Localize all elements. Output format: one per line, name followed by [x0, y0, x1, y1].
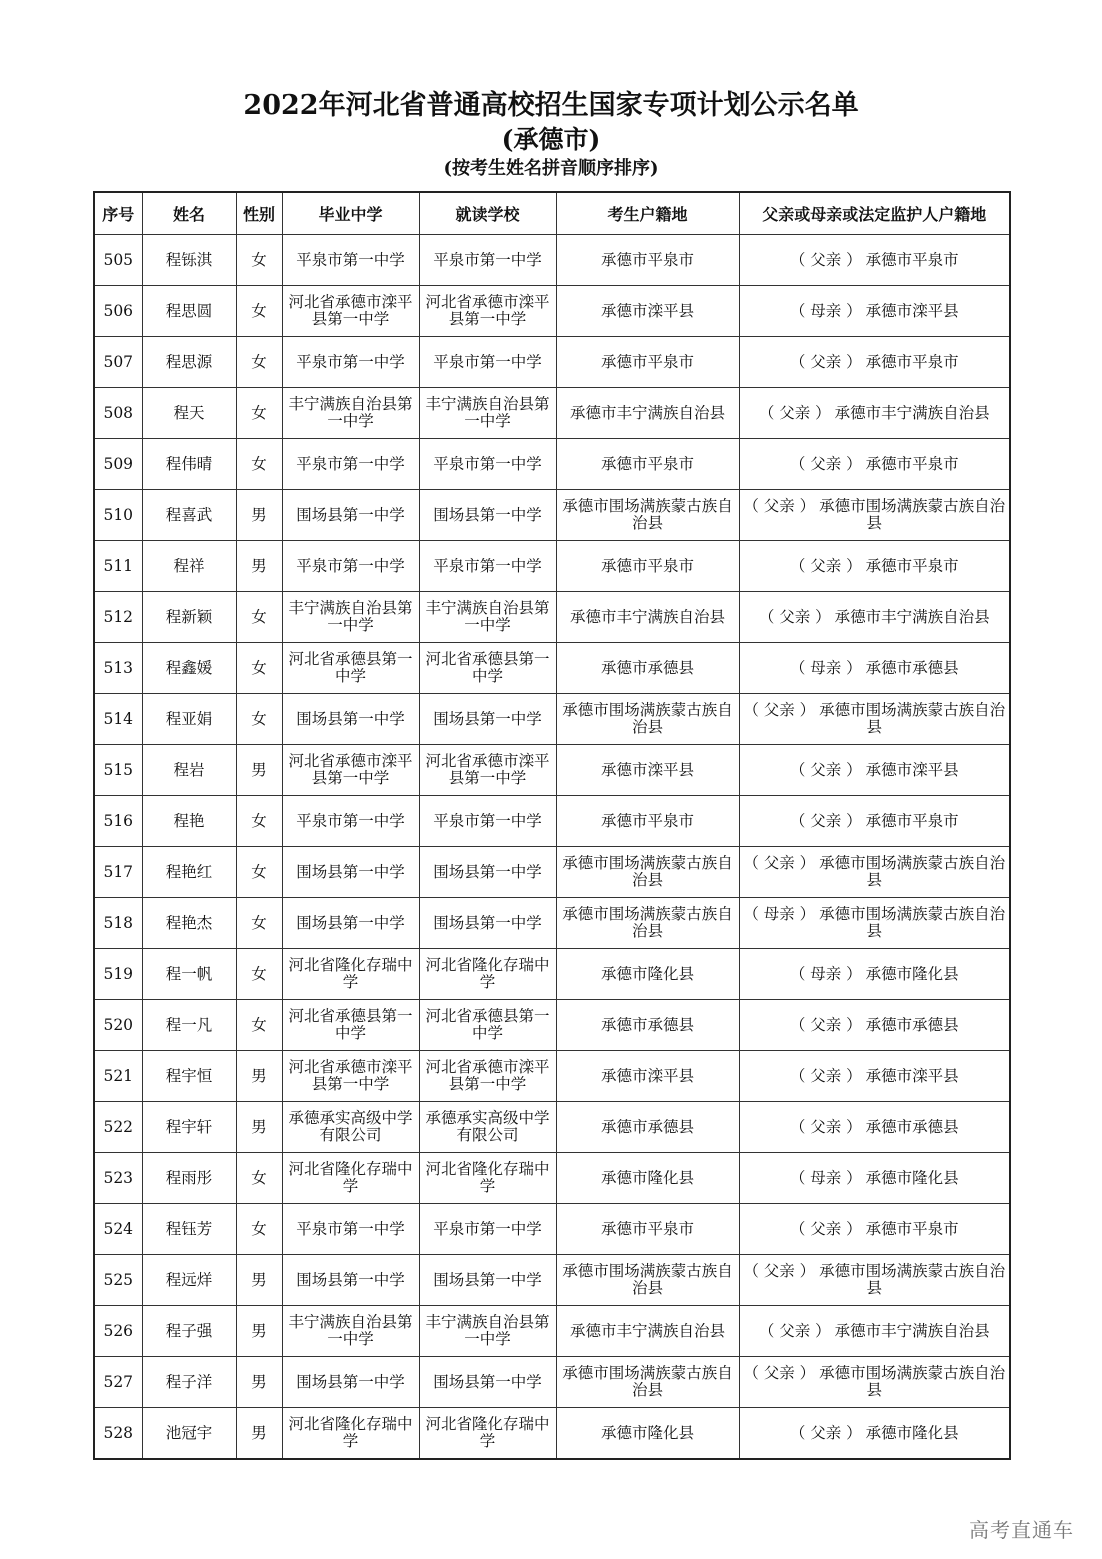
- cell-guardian: [739, 898, 1010, 949]
- table-row: [94, 1204, 1010, 1255]
- cell-guardian: [739, 388, 1010, 439]
- cell-gender: 女: [236, 643, 282, 694]
- guardian-hukou: 承德市平泉市: [865, 556, 959, 575]
- cell-grad-school: 丰宁满族自治县第一中学: [282, 1306, 419, 1357]
- cell-grad-school: 围场县第一中学: [282, 847, 419, 898]
- cell-gender: 女: [236, 847, 282, 898]
- cell-seq: 511: [94, 541, 142, 592]
- guardian-relation: （ 父亲 ）: [743, 497, 816, 515]
- cell-seq: 523: [94, 1153, 142, 1204]
- cell-name: 程亚娟: [142, 694, 236, 745]
- cell-guardian: [739, 643, 1010, 694]
- cell-name: 程喜武: [142, 490, 236, 541]
- guardian-hukou: 承德市滦平县: [865, 301, 959, 320]
- cell-current-school: 围场县第一中学: [419, 1357, 556, 1408]
- cell-seq: 517: [94, 847, 142, 898]
- table-header-row: [94, 192, 1010, 235]
- cell-grad-school: 承德承实高级中学有限公司: [282, 1102, 419, 1153]
- guardian-hukou: 承德市平泉市: [865, 352, 959, 371]
- table-row: [94, 235, 1010, 286]
- cell-gender: 男: [236, 1357, 282, 1408]
- roster-body: [94, 235, 1010, 1460]
- cell-gender: 女: [236, 286, 282, 337]
- cell-hukou: 承德市平泉市: [556, 439, 739, 490]
- cell-seq: 527: [94, 1357, 142, 1408]
- cell-current-school: 丰宁满族自治县第一中学: [419, 388, 556, 439]
- cell-gender: 女: [236, 592, 282, 643]
- cell-hukou: 承德市滦平县: [556, 745, 739, 796]
- cell-name: 程祥: [142, 541, 236, 592]
- cell-guardian: [739, 541, 1010, 592]
- guardian-hukou: 承德市丰宁满族自治县: [834, 403, 990, 422]
- cell-guardian: [739, 796, 1010, 847]
- table-row: [94, 286, 1010, 337]
- guardian-relation: （ 父亲 ）: [743, 854, 816, 872]
- cell-gender: 男: [236, 1051, 282, 1102]
- guardian-relation: （ 父亲 ）: [758, 607, 831, 626]
- cell-seq: 522: [94, 1102, 142, 1153]
- cell-name: 程思源: [142, 337, 236, 388]
- guardian-relation: （ 父亲 ）: [743, 1364, 816, 1382]
- guardian-relation: （ 父亲 ）: [789, 556, 862, 575]
- table-row: [94, 592, 1010, 643]
- guardian-hukou: 承德市丰宁满族自治县: [834, 607, 990, 626]
- cell-seq: 516: [94, 796, 142, 847]
- cell-gender: 女: [236, 898, 282, 949]
- cell-gender: 女: [236, 235, 282, 286]
- cell-seq: 513: [94, 643, 142, 694]
- cell-current-school: 河北省承德市滦平县第一中学: [419, 1051, 556, 1102]
- guardian-relation: （ 父亲 ）: [789, 352, 862, 371]
- guardian-relation: （ 父亲 ）: [789, 811, 862, 830]
- guardian-hukou: 承德市围场满族蒙古族自治县: [819, 1364, 1006, 1399]
- cell-hukou: 承德市丰宁满族自治县: [556, 388, 739, 439]
- cell-current-school: 平泉市第一中学: [419, 796, 556, 847]
- guardian-hukou: 承德市承德县: [865, 1015, 959, 1034]
- cell-seq: 521: [94, 1051, 142, 1102]
- header-seq: 序号: [94, 192, 142, 235]
- guardian-hukou: 承德市围场满族蒙古族自治县: [819, 1262, 1006, 1297]
- table-row: [94, 1408, 1010, 1460]
- cell-name: 程天: [142, 388, 236, 439]
- cell-gender: 男: [236, 1306, 282, 1357]
- guardian-relation: （ 父亲 ）: [789, 1423, 862, 1442]
- cell-hukou: 承德市承德县: [556, 1000, 739, 1051]
- cell-hukou: 承德市平泉市: [556, 541, 739, 592]
- cell-current-school: 河北省承德市滦平县第一中学: [419, 286, 556, 337]
- guardian-relation: （ 父亲 ）: [789, 760, 862, 779]
- cell-hukou: 承德市围场满族蒙古族自治县: [556, 490, 739, 541]
- cell-current-school: 河北省隆化存瑞中学: [419, 1408, 556, 1460]
- cell-guardian: [739, 1204, 1010, 1255]
- cell-guardian: [739, 235, 1010, 286]
- cell-hukou: 承德市滦平县: [556, 1051, 739, 1102]
- guardian-relation: （ 父亲 ）: [758, 1321, 831, 1340]
- cell-gender: 女: [236, 1000, 282, 1051]
- cell-hukou: 承德市围场满族蒙古族自治县: [556, 694, 739, 745]
- cell-name: 程雨彤: [142, 1153, 236, 1204]
- cell-gender: 女: [236, 694, 282, 745]
- cell-grad-school: 河北省承德市滦平县第一中学: [282, 286, 419, 337]
- cell-hukou: 承德市平泉市: [556, 1204, 739, 1255]
- cell-seq: 509: [94, 439, 142, 490]
- cell-guardian: [739, 1102, 1010, 1153]
- cell-grad-school: 河北省承德市滦平县第一中学: [282, 1051, 419, 1102]
- cell-hukou: 承德市平泉市: [556, 235, 739, 286]
- header-grad-school: 毕业中学: [282, 192, 419, 235]
- guardian-hukou: 承德市平泉市: [865, 811, 959, 830]
- header-hukou: 考生户籍地: [556, 192, 739, 235]
- table-row: [94, 949, 1010, 1000]
- cell-current-school: 围场县第一中学: [419, 490, 556, 541]
- cell-name: 程一帆: [142, 949, 236, 1000]
- table-row: [94, 847, 1010, 898]
- cell-current-school: 围场县第一中学: [419, 694, 556, 745]
- cell-current-school: 平泉市第一中学: [419, 541, 556, 592]
- cell-guardian: [739, 1051, 1010, 1102]
- header-guardian-hukou: 父亲或母亲或法定监护人户籍地: [739, 192, 1010, 235]
- cell-gender: 男: [236, 745, 282, 796]
- cell-seq: 510: [94, 490, 142, 541]
- cell-hukou: 承德市平泉市: [556, 337, 739, 388]
- guardian-relation: （ 父亲 ）: [789, 1015, 862, 1034]
- cell-guardian: [739, 1357, 1010, 1408]
- cell-name: 程岩: [142, 745, 236, 796]
- table-row: [94, 388, 1010, 439]
- cell-grad-school: 平泉市第一中学: [282, 235, 419, 286]
- cell-hukou: 承德市隆化县: [556, 949, 739, 1000]
- table-row: [94, 541, 1010, 592]
- cell-seq: 526: [94, 1306, 142, 1357]
- watermark: 高考直通车: [969, 1518, 1074, 1542]
- cell-seq: 507: [94, 337, 142, 388]
- cell-guardian: [739, 286, 1010, 337]
- guardian-hukou: 承德市平泉市: [865, 250, 959, 269]
- cell-guardian: [739, 694, 1010, 745]
- table-row: [94, 439, 1010, 490]
- cell-grad-school: 河北省隆化存瑞中学: [282, 949, 419, 1000]
- cell-current-school: 河北省隆化存瑞中学: [419, 949, 556, 1000]
- cell-current-school: 丰宁满族自治县第一中学: [419, 1306, 556, 1357]
- cell-guardian: [739, 490, 1010, 541]
- cell-name: 程铄淇: [142, 235, 236, 286]
- cell-name: 程宇恒: [142, 1051, 236, 1102]
- header-name: 姓名: [142, 192, 236, 235]
- cell-grad-school: 围场县第一中学: [282, 898, 419, 949]
- cell-guardian: [739, 1153, 1010, 1204]
- cell-current-school: 河北省承德县第一中学: [419, 1000, 556, 1051]
- cell-seq: 508: [94, 388, 142, 439]
- guardian-relation: （ 父亲 ）: [789, 1066, 862, 1085]
- cell-grad-school: 围场县第一中学: [282, 490, 419, 541]
- cell-guardian: [739, 439, 1010, 490]
- guardian-relation: （ 父亲 ）: [758, 403, 831, 422]
- table-row: [94, 745, 1010, 796]
- cell-current-school: 丰宁满族自治县第一中学: [419, 592, 556, 643]
- cell-hukou: 承德市承德县: [556, 1102, 739, 1153]
- table-row: [94, 490, 1010, 541]
- sort-note: (按考生姓名拼音顺序排序): [443, 158, 659, 179]
- page-title: 2022年河北省普通高校招生国家专项计划公示名单: [243, 90, 859, 121]
- header-gender: 性别: [236, 192, 282, 235]
- table-row: [94, 643, 1010, 694]
- cell-grad-school: 平泉市第一中学: [282, 796, 419, 847]
- guardian-relation: （ 母亲 ）: [743, 905, 816, 923]
- cell-seq: 525: [94, 1255, 142, 1306]
- table-row: [94, 898, 1010, 949]
- cell-grad-school: 平泉市第一中学: [282, 337, 419, 388]
- guardian-relation: （ 父亲 ）: [743, 701, 816, 719]
- cell-gender: 女: [236, 949, 282, 1000]
- table-row: [94, 1051, 1010, 1102]
- cell-grad-school: 平泉市第一中学: [282, 439, 419, 490]
- cell-seq: 515: [94, 745, 142, 796]
- table-row: [94, 1153, 1010, 1204]
- cell-hukou: 承德市围场满族蒙古族自治县: [556, 1357, 739, 1408]
- cell-grad-school: 围场县第一中学: [282, 694, 419, 745]
- guardian-hukou: 承德市平泉市: [865, 1219, 959, 1238]
- cell-current-school: 平泉市第一中学: [419, 337, 556, 388]
- cell-grad-school: 平泉市第一中学: [282, 541, 419, 592]
- guardian-relation: （ 父亲 ）: [789, 1117, 862, 1136]
- cell-gender: 男: [236, 1408, 282, 1460]
- cell-name: 程思圆: [142, 286, 236, 337]
- cell-gender: 女: [236, 1153, 282, 1204]
- cell-seq: 514: [94, 694, 142, 745]
- cell-gender: 男: [236, 1255, 282, 1306]
- cell-grad-school: 围场县第一中学: [282, 1357, 419, 1408]
- cell-gender: 女: [236, 796, 282, 847]
- cell-current-school: 河北省承德县第一中学: [419, 643, 556, 694]
- guardian-relation: （ 母亲 ）: [789, 301, 862, 320]
- header-current-school: 就读学校: [419, 192, 556, 235]
- cell-current-school: 平泉市第一中学: [419, 1204, 556, 1255]
- table-row: [94, 796, 1010, 847]
- cell-hukou: 承德市承德县: [556, 643, 739, 694]
- guardian-hukou: 承德市滦平县: [865, 1066, 959, 1085]
- cell-guardian: [739, 592, 1010, 643]
- guardian-hukou: 承德市围场满族蒙古族自治县: [819, 854, 1006, 889]
- cell-hukou: 承德市围场满族蒙古族自治县: [556, 898, 739, 949]
- guardian-hukou: 承德市丰宁满族自治县: [834, 1321, 990, 1340]
- table-row: [94, 1357, 1010, 1408]
- cell-name: 程艳杰: [142, 898, 236, 949]
- cell-gender: 女: [236, 337, 282, 388]
- cell-guardian: [739, 847, 1010, 898]
- cell-guardian: [739, 745, 1010, 796]
- cell-current-school: 平泉市第一中学: [419, 439, 556, 490]
- guardian-relation: （ 母亲 ）: [789, 1168, 862, 1187]
- cell-gender: 男: [236, 541, 282, 592]
- cell-current-school: 围场县第一中学: [419, 847, 556, 898]
- cell-seq: 505: [94, 235, 142, 286]
- table-row: [94, 337, 1010, 388]
- guardian-hukou: 承德市平泉市: [865, 454, 959, 473]
- cell-gender: 男: [236, 490, 282, 541]
- cell-gender: 女: [236, 439, 282, 490]
- cell-current-school: 河北省承德市滦平县第一中学: [419, 745, 556, 796]
- cell-name: 程远烊: [142, 1255, 236, 1306]
- cell-grad-school: 河北省承德县第一中学: [282, 643, 419, 694]
- cell-current-school: 围场县第一中学: [419, 1255, 556, 1306]
- cell-hukou: 承德市围场满族蒙古族自治县: [556, 1255, 739, 1306]
- guardian-relation: （ 母亲 ）: [789, 964, 862, 983]
- guardian-hukou: 承德市承德县: [865, 1117, 959, 1136]
- cell-grad-school: 丰宁满族自治县第一中学: [282, 592, 419, 643]
- cell-gender: 女: [236, 1204, 282, 1255]
- cell-guardian: [739, 1306, 1010, 1357]
- cell-name: 程宇轩: [142, 1102, 236, 1153]
- guardian-relation: （ 父亲 ）: [789, 454, 862, 473]
- cell-hukou: 承德市平泉市: [556, 796, 739, 847]
- cell-guardian: [739, 1408, 1010, 1460]
- cell-guardian: [739, 337, 1010, 388]
- guardian-hukou: 承德市围场满族蒙古族自治县: [819, 905, 1006, 940]
- guardian-relation: （ 父亲 ）: [789, 250, 862, 269]
- cell-name: 程艳红: [142, 847, 236, 898]
- cell-grad-school: 丰宁满族自治县第一中学: [282, 388, 419, 439]
- cell-seq: 519: [94, 949, 142, 1000]
- cell-name: 程艳: [142, 796, 236, 847]
- cell-current-school: 河北省隆化存瑞中学: [419, 1153, 556, 1204]
- cell-hukou: 承德市丰宁满族自治县: [556, 1306, 739, 1357]
- cell-seq: 524: [94, 1204, 142, 1255]
- cell-grad-school: 围场县第一中学: [282, 1255, 419, 1306]
- cell-current-school: 平泉市第一中学: [419, 235, 556, 286]
- cell-seq: 512: [94, 592, 142, 643]
- cell-current-school: 承德承实高级中学有限公司: [419, 1102, 556, 1153]
- cell-seq: 520: [94, 1000, 142, 1051]
- roster-table: [93, 191, 1011, 1460]
- cell-name: 程鑫媛: [142, 643, 236, 694]
- guardian-hukou: 承德市围场满族蒙古族自治县: [819, 701, 1006, 736]
- cell-grad-school: 河北省隆化存瑞中学: [282, 1408, 419, 1460]
- table-row: [94, 1000, 1010, 1051]
- cell-guardian: [739, 1000, 1010, 1051]
- guardian-hukou: 承德市隆化县: [865, 964, 959, 983]
- cell-name: 程子洋: [142, 1357, 236, 1408]
- cell-name: 池冠宇: [142, 1408, 236, 1460]
- guardian-hukou: 承德市承德县: [865, 658, 959, 677]
- cell-gender: 男: [236, 1102, 282, 1153]
- cell-grad-school: 河北省承德县第一中学: [282, 1000, 419, 1051]
- guardian-relation: （ 母亲 ）: [789, 658, 862, 677]
- table-row: [94, 694, 1010, 745]
- cell-hukou: 承德市隆化县: [556, 1153, 739, 1204]
- guardian-hukou: 承德市滦平县: [865, 760, 959, 779]
- cell-name: 程子强: [142, 1306, 236, 1357]
- guardian-hukou: 承德市隆化县: [865, 1423, 959, 1442]
- page-subtitle: (承德市): [501, 125, 601, 154]
- guardian-relation: （ 父亲 ）: [743, 1262, 816, 1280]
- table-row: [94, 1102, 1010, 1153]
- guardian-hukou: 承德市围场满族蒙古族自治县: [819, 497, 1006, 532]
- cell-name: 程新颖: [142, 592, 236, 643]
- cell-hukou: 承德市隆化县: [556, 1408, 739, 1460]
- cell-name: 程钰芳: [142, 1204, 236, 1255]
- guardian-relation: （ 父亲 ）: [789, 1219, 862, 1238]
- cell-guardian: [739, 1255, 1010, 1306]
- cell-name: 程一凡: [142, 1000, 236, 1051]
- cell-hukou: 承德市围场满族蒙古族自治县: [556, 847, 739, 898]
- cell-grad-school: 河北省承德市滦平县第一中学: [282, 745, 419, 796]
- cell-seq: 518: [94, 898, 142, 949]
- cell-hukou: 承德市滦平县: [556, 286, 739, 337]
- table-row: [94, 1306, 1010, 1357]
- cell-gender: 女: [236, 388, 282, 439]
- cell-name: 程伟晴: [142, 439, 236, 490]
- cell-grad-school: 平泉市第一中学: [282, 1204, 419, 1255]
- cell-guardian: [739, 949, 1010, 1000]
- cell-hukou: 承德市丰宁满族自治县: [556, 592, 739, 643]
- cell-seq: 506: [94, 286, 142, 337]
- cell-grad-school: 河北省隆化存瑞中学: [282, 1153, 419, 1204]
- cell-seq: 528: [94, 1408, 142, 1460]
- table-row: [94, 1255, 1010, 1306]
- guardian-hukou: 承德市隆化县: [865, 1168, 959, 1187]
- cell-current-school: 围场县第一中学: [419, 898, 556, 949]
